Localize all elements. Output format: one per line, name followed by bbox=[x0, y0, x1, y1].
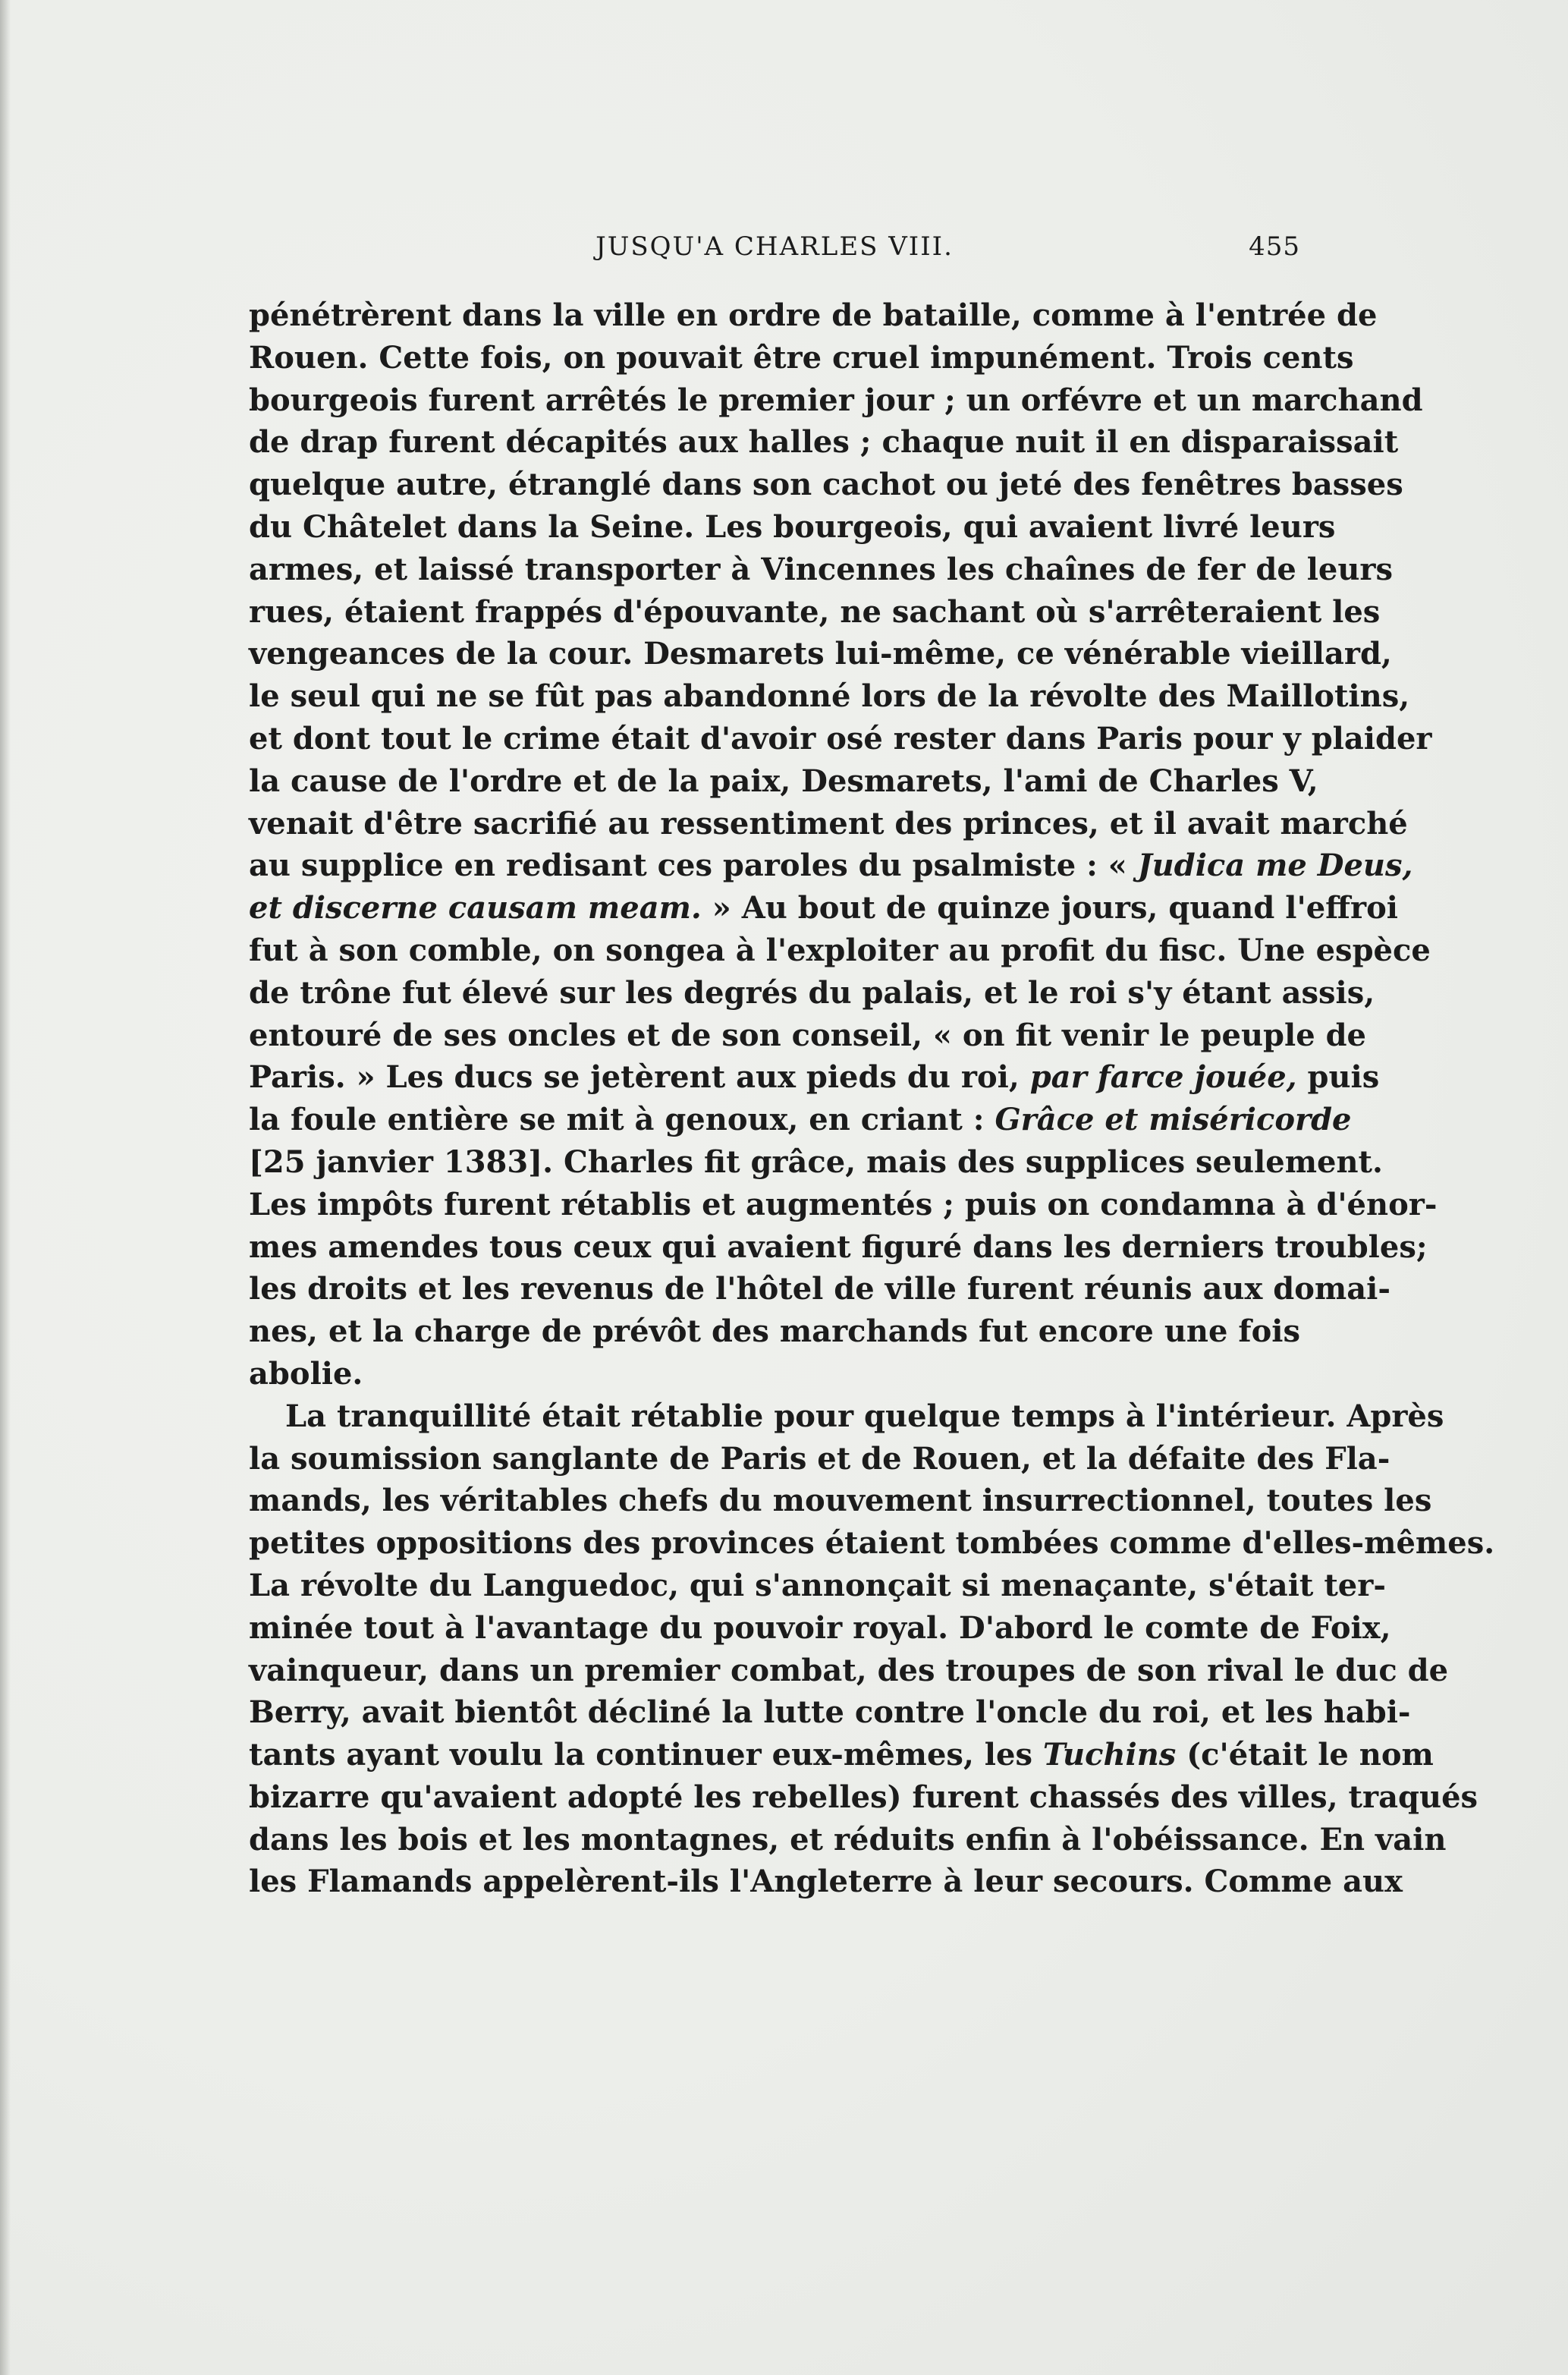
text-line bbox=[249, 1268, 1390, 1310]
running-title: JUSQU'A CHARLES VIII. bbox=[595, 231, 954, 262]
text-run: dans les bois et les montagnes, et réduits enfin à l'obéissance. En vain bbox=[249, 1821, 1447, 1858]
text-line bbox=[249, 1650, 1449, 1692]
text-line bbox=[249, 1861, 1403, 1903]
text-line bbox=[249, 675, 1410, 718]
running-head bbox=[249, 226, 1300, 267]
body-text bbox=[249, 294, 1495, 1903]
text-run: La tranquillité était rétablie pour quelque temps à l'intérieur. Après bbox=[285, 1398, 1444, 1434]
text-run: bourgeois furent arrêtés le premier jour ; un orfévre et un marchand bbox=[249, 382, 1423, 418]
text-run: la cause de l'ordre et de la paix, Desmarets, l'ami de Charles V, bbox=[249, 763, 1318, 799]
text-run: abolie. bbox=[249, 1355, 363, 1392]
text-run: vengeances de la cour. Desmarets lui-même, ce vénérable vieillard, bbox=[249, 636, 1392, 672]
text-line bbox=[249, 930, 1431, 972]
paragraph bbox=[249, 1395, 1495, 1904]
text-line bbox=[249, 1056, 1380, 1099]
italic-run: Judica me Deus, bbox=[1137, 848, 1413, 884]
text-line bbox=[249, 1141, 1383, 1184]
text-run: mands, les véritables chefs du mouvement insurrectionnel, toutes les bbox=[249, 1483, 1432, 1519]
text-run: La révolte du Languedoc, qui s'annonçait si menaçante, s'était ter- bbox=[249, 1567, 1386, 1603]
text-run: Rouen. Cette fois, on pouvait être cruel impunément. Trois cents bbox=[249, 339, 1354, 376]
text-run: les droits et les revenus de l'hôtel de ville furent réunis aux domai- bbox=[249, 1271, 1390, 1307]
text-run: [25 janvier 1383]. Charles fit grâce, mais des supplices seulement. bbox=[249, 1143, 1383, 1180]
paragraph bbox=[249, 294, 1438, 1395]
text-line bbox=[249, 1014, 1367, 1057]
text-run: entouré de ses oncles et de son conseil, « on fit venir le peuple de bbox=[249, 1017, 1367, 1053]
text-run: Berry, avait bientôt décliné la lutte contre l'oncle du roi, et les habi- bbox=[249, 1694, 1411, 1731]
text-line bbox=[249, 760, 1318, 803]
text-run: fut à son comble, on songea à l'exploiter au profit du fisc. Une espèce bbox=[249, 932, 1431, 968]
text-line bbox=[249, 549, 1394, 591]
text-run: la soumission sanglante de Paris et de Rouen, et la défaite des Fla- bbox=[249, 1440, 1390, 1477]
text-line bbox=[249, 1819, 1447, 1861]
text-line bbox=[249, 1691, 1411, 1734]
text-line bbox=[249, 1522, 1495, 1565]
italic-run: Tuchins bbox=[1042, 1737, 1177, 1773]
text-run: » Au bout de quinze jours, quand l'effroi bbox=[701, 890, 1398, 926]
text-line bbox=[249, 294, 1378, 337]
text-line bbox=[249, 1776, 1478, 1819]
text-line bbox=[249, 379, 1423, 422]
text-line bbox=[249, 591, 1381, 634]
text-run: et dont tout le crime était d'avoir osé rester dans Paris pour y plaider bbox=[249, 720, 1432, 757]
text-run: quelque autre, étranglé dans son cachot ou jeté des fenêtres basses bbox=[249, 467, 1403, 503]
text-line bbox=[249, 972, 1375, 1014]
text-line bbox=[249, 1438, 1390, 1480]
text-line bbox=[249, 337, 1354, 379]
text-run: tants ayant voulu la continuer eux-mêmes, les bbox=[249, 1737, 1043, 1773]
text-line bbox=[249, 464, 1403, 506]
text-run: au supplice en redisant ces paroles du psalmiste : « bbox=[249, 848, 1138, 884]
text-line bbox=[249, 887, 1398, 930]
text-line bbox=[249, 718, 1432, 760]
text-run: de trône fut élevé sur les degrés du palais, et le roi s'y étant assis, bbox=[249, 974, 1375, 1011]
text-run: armes, et laissé transporter à Vincennes les chaînes de fer de leurs bbox=[249, 551, 1394, 587]
italic-run: par farce jouée, bbox=[1029, 1059, 1297, 1096]
text-line bbox=[249, 803, 1408, 845]
text-run: mes amendes tous ceux qui avaient figuré dans les derniers troubles; bbox=[249, 1228, 1428, 1265]
text-line bbox=[249, 1099, 1352, 1141]
text-line bbox=[249, 421, 1399, 464]
text-line bbox=[249, 633, 1392, 675]
text-run: puis bbox=[1296, 1059, 1380, 1096]
text-line bbox=[249, 1480, 1432, 1522]
text-run: vainqueur, dans un premier combat, des troupes de son rival le duc de bbox=[249, 1652, 1449, 1688]
text-line bbox=[249, 1353, 1300, 1395]
text-run: rues, étaient frappés d'épouvante, ne sachant où s'arrêteraient les bbox=[249, 593, 1381, 630]
text-run: nes, et la charge de prévôt des marchands fut encore une fois bbox=[249, 1313, 1300, 1350]
text-run: (c'était le nom bbox=[1176, 1737, 1434, 1773]
text-run: petites oppositions des provinces étaient tombées comme d'elles-mêmes. bbox=[249, 1525, 1495, 1562]
text-line bbox=[249, 1310, 1300, 1353]
text-run: Paris. » Les ducs se jetèrent aux pieds du roi, bbox=[249, 1059, 1030, 1096]
text-run: bizarre qu'avaient adopté les rebelles) furent chassés des villes, traqués bbox=[249, 1779, 1478, 1815]
italic-run: et discerne causam meam. bbox=[249, 890, 702, 926]
text-run: venait d'être sacrifié au ressentiment des princes, et il avait marché bbox=[249, 805, 1408, 841]
page-edge-shadow bbox=[0, 0, 11, 2375]
text-line bbox=[249, 1395, 1444, 1438]
text-run: pénétrèrent dans la ville en ordre de bataille, comme à l'entrée de bbox=[249, 297, 1378, 333]
text-line bbox=[249, 506, 1336, 549]
text-run: Les impôts furent rétablis et augmentés ; puis on condamna à d'énor- bbox=[249, 1186, 1438, 1222]
text-line bbox=[249, 1184, 1438, 1226]
text-line bbox=[249, 1607, 1391, 1650]
text-run: du Châtelet dans la Seine. Les bourgeois, qui avaient livré leurs bbox=[249, 508, 1336, 545]
text-run: minée tout à l'avantage du pouvoir royal. D'abord le comte de Foix, bbox=[249, 1609, 1391, 1646]
text-run: les Flamands appelèrent-ils l'Angleterre à leur secours. Comme aux bbox=[249, 1864, 1403, 1900]
italic-run: Grâce et miséricorde bbox=[995, 1102, 1352, 1138]
text-run: le seul qui ne se fût pas abandonné lors de la révolte des Maillotins, bbox=[249, 678, 1410, 715]
text-line bbox=[249, 845, 1413, 887]
page-number: 455 bbox=[1249, 231, 1300, 262]
text-line bbox=[249, 1734, 1434, 1776]
text-line bbox=[249, 1565, 1386, 1607]
text-line bbox=[249, 1226, 1428, 1269]
text-run: de drap furent décapités aux halles ; chaque nuit il en disparaissait bbox=[249, 424, 1399, 461]
text-run: la foule entière se mit à genoux, en criant : bbox=[249, 1102, 995, 1138]
